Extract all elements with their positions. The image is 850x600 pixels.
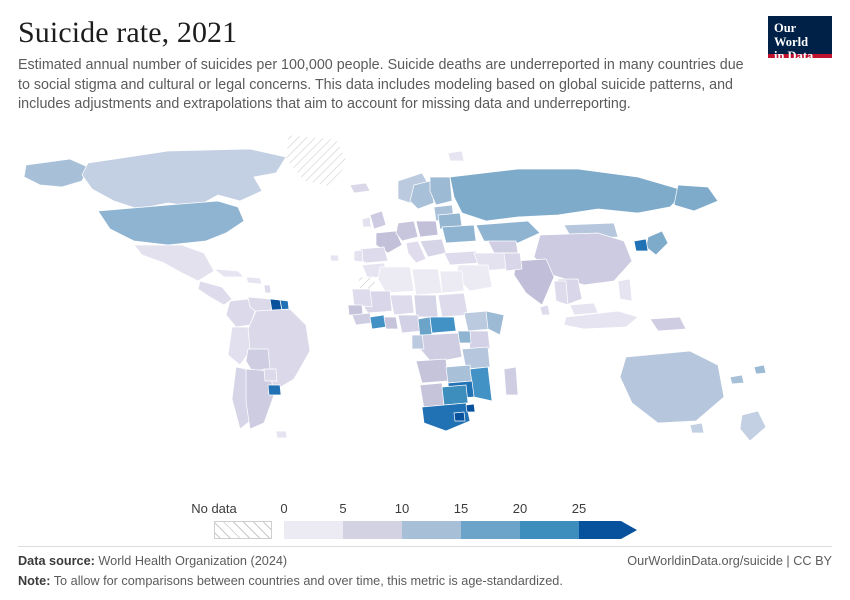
country-south-korea[interactable] [634,239,648,251]
country-senegal[interactable] [348,305,363,315]
island-azores[interactable] [330,255,339,261]
country-ireland[interactable] [362,217,371,227]
country-philippines[interactable] [618,279,632,301]
country-dr-congo[interactable] [420,333,462,363]
legend-scale[interactable] [284,521,637,539]
country-new-zealand[interactable] [740,411,766,441]
country-iceland[interactable] [350,183,370,193]
footer-link[interactable]: OurWorldinData.org/suicide | CC BY [627,554,832,568]
country-lesotho[interactable] [454,412,465,421]
legend-no-data-swatch[interactable] [214,521,272,539]
footer-source-value: World Health Organization (2024) [98,554,288,568]
chart-header [18,16,832,115]
country-japan[interactable] [646,231,668,255]
country-cameroon[interactable] [418,317,432,337]
country-madagascar[interactable] [504,367,518,395]
country-eswatini[interactable] [466,404,475,412]
footer-note-label: Note: [18,574,51,588]
legend-tick-0: 0 [280,500,288,516]
legend-tick-20: 20 [512,500,528,516]
legend-tick-10: 10 [394,500,410,516]
country-greenland[interactable] [286,135,348,187]
legend-bin-20-25[interactable] [520,521,579,539]
country-alaska[interactable] [24,159,88,187]
legend-bin-5-10[interactable] [343,521,402,539]
island-caribbean-lesser[interactable] [264,285,271,293]
country-paraguay[interactable] [264,369,277,381]
country-uzbekistan[interactable] [488,241,518,253]
country-chad[interactable] [414,295,438,317]
country-cote-divoire[interactable] [370,315,386,329]
legend-tick-15: 15 [453,500,469,516]
country-algeria[interactable] [378,267,414,293]
country-mauritania[interactable] [352,289,372,307]
country-suriname[interactable] [280,300,289,310]
legend-tick-5: 5 [339,500,347,516]
country-kenya[interactable] [468,331,490,349]
country-uruguay[interactable] [268,385,281,395]
legend-color-bar[interactable] [214,521,674,539]
country-central-america[interactable] [198,281,232,305]
chart-footer [18,546,832,588]
page-title: Suicide rate, 2021 [18,16,238,49]
map-svg [18,129,832,499]
country-thailand[interactable] [554,281,568,305]
legend-bin-10-15[interactable] [402,521,461,539]
country-cuba[interactable] [214,269,244,277]
country-russia[interactable] [450,169,686,221]
country-fiji[interactable] [754,365,766,374]
country-new-caledonia[interactable] [730,375,744,384]
country-poland[interactable] [416,221,438,237]
our-world-in-data-logo[interactable] [768,16,832,63]
country-united-kingdom[interactable] [370,211,386,229]
country-angola[interactable] [416,359,448,383]
country-zambia[interactable] [446,365,472,383]
country-portugal[interactable] [354,250,363,262]
country-gabon[interactable] [412,335,424,349]
country-botswana[interactable] [442,385,468,405]
country-sri-lanka[interactable] [540,305,550,315]
legend-arrow-icon [621,521,637,539]
world-choropleth-map[interactable] [18,129,832,499]
country-hispaniola[interactable] [246,277,262,284]
legend-bin-25-plus[interactable] [579,521,621,539]
country-ukraine[interactable] [442,225,476,243]
logo-line-2: in Data [774,49,814,63]
country-kazakhstan[interactable] [476,221,540,243]
country-papua-new-guinea[interactable] [650,317,686,331]
country-egypt[interactable] [440,271,464,293]
chart-subtitle: Estimated annual number of suicides per 100,000 people. Suicide deaths are underreported in many countries due to social stigma and cultural or legal concerns. This data includes modeling based on global suicide patterns, and includes adjustments and extrapolations that aim to account for missing data and underreporting. [18,57,744,112]
country-central-african-republic[interactable] [430,317,456,333]
legend-bin-0-5[interactable] [284,521,343,539]
country-falklands[interactable] [276,431,287,438]
legend-bin-15-20[interactable] [461,521,520,539]
country-western-sahara[interactable] [358,277,376,289]
country-somalia[interactable] [486,311,504,335]
country-russia-far-east[interactable] [674,185,718,211]
country-canada[interactable] [82,149,286,209]
logo-line-1: Our World [774,21,809,49]
legend-tick-labels [191,500,674,518]
country-tasmania[interactable] [690,423,704,433]
country-ghana[interactable] [384,317,398,329]
footer-source-label: Data source: [18,554,95,568]
country-australia[interactable] [620,351,724,423]
legend-no-data-label: No data [191,500,237,516]
country-libya[interactable] [412,269,442,295]
country-guinea[interactable] [352,313,372,325]
country-sudan[interactable] [438,293,468,317]
country-united-states[interactable] [98,201,244,245]
footer-note-value: To allow for comparisons between countries and over time, this metric is age-standardized. [53,574,563,588]
footer-note [18,574,832,588]
country-mexico[interactable] [134,245,214,281]
country-uganda[interactable] [458,331,471,343]
country-niger[interactable] [390,295,414,315]
footer-source [18,554,287,568]
legend-tick-25: 25 [571,500,587,516]
country-malaysia[interactable] [570,303,598,315]
island-svalbard[interactable] [448,151,464,161]
